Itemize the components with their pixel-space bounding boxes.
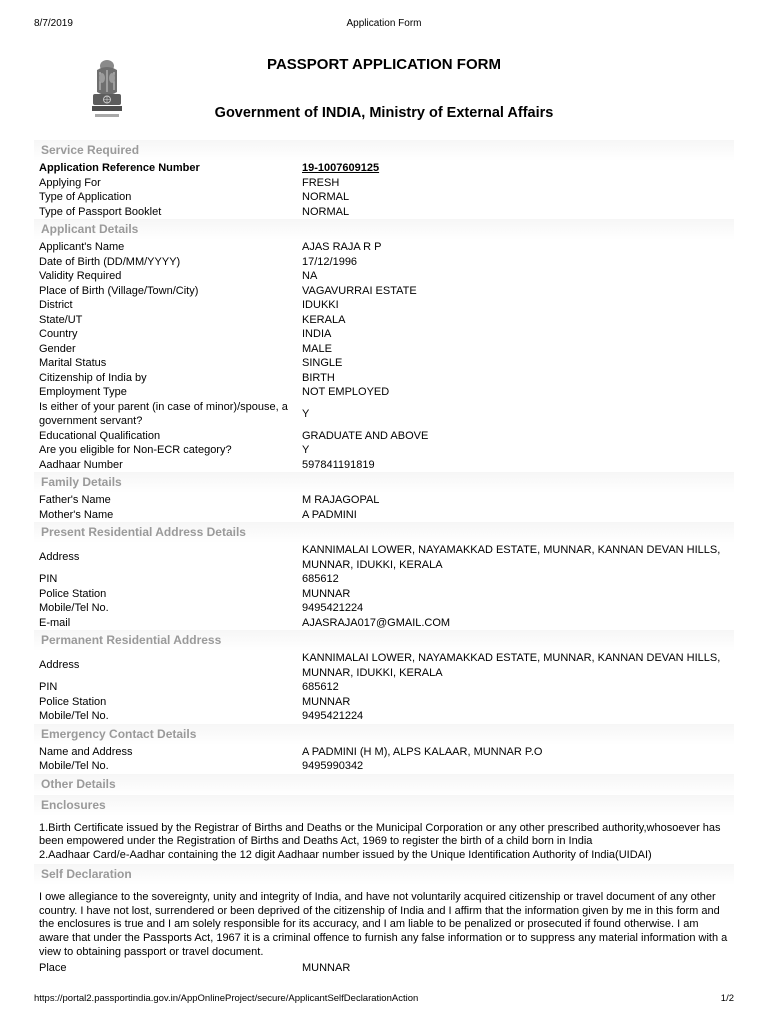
form-row (34, 176, 734, 191)
section-enclosures (34, 795, 734, 863)
form-row (34, 543, 734, 572)
section-header: Other Details (34, 774, 734, 795)
section-header: Present Residential Address Details (34, 522, 734, 543)
field-label: Are you eligible for Non-ECR category? (39, 444, 232, 456)
form-row (34, 458, 734, 473)
declaration-text-block (34, 891, 734, 959)
section-header: Applicant Details (34, 219, 734, 240)
form-row (34, 371, 734, 386)
declaration-text: I owe allegiance to the sovereignty, unity and integrity of India, and have not voluntarily acquired citizenship or travel document of any other country. I have not lost, surrendered or been deprived of the citizenship of India and I affirm that the information given by me in this form and the enclosures is true and I am solely responsible for its accuracy, and I am liable to be penalized or prosecuted if found otherwise. I am aware that under the Passports Act, 1967 it is a criminal offence to furnish any false information or to suppress any material information with a view to obtaining passport or travel document. (39, 891, 728, 958)
field-label: Application Reference Number (39, 162, 200, 174)
field-label: District (39, 299, 73, 311)
field-label: Country (39, 328, 78, 340)
form-row (34, 695, 734, 710)
field-value: 9495421224 (302, 602, 364, 614)
field-label: Address (39, 659, 80, 672)
form-title: PASSPORT APPLICATION FORM (267, 56, 501, 73)
field-value: 597841191819 (302, 458, 375, 471)
section-permanent-address (34, 630, 734, 724)
section-emergency-contact (34, 724, 734, 774)
field-label: Gender (39, 342, 76, 355)
form-row (34, 298, 734, 313)
field-value: 9495990342 (302, 760, 364, 772)
form-row (34, 313, 734, 328)
field-value: NOT EMPLOYED (302, 386, 390, 398)
section-self-declaration (34, 864, 734, 975)
form-row (34, 161, 734, 176)
field-value: FRESH (302, 176, 340, 189)
section-applicant-details (34, 219, 734, 472)
field-value: NA (302, 270, 318, 282)
field-value: Y (302, 407, 310, 420)
field-label: Place (39, 962, 67, 975)
form-row (34, 759, 734, 774)
field-value: A PADMINI (H M), ALPS KALAAR, MUNNAR P.O (302, 745, 543, 758)
section-header: Permanent Residential Address (34, 630, 734, 651)
form-row (34, 190, 734, 205)
field-label: Mobile/Tel No. (39, 602, 109, 614)
field-value: 685612 (302, 573, 339, 585)
page-url: https://portal2.passportindia.gov.in/AppOnlineProject/secure/ApplicantSelfDeclarationAction (34, 993, 419, 1004)
form-row (34, 587, 734, 602)
field-value: INDIA (302, 328, 332, 340)
section-header: Family Details (34, 472, 734, 493)
field-value: AJASRAJA017@GMAIL.COM (302, 616, 451, 629)
field-label: PIN (39, 681, 58, 693)
field-value: MUNNAR (302, 587, 351, 600)
field-value: 19-1007609125 (302, 162, 380, 174)
form-row (34, 327, 734, 342)
section-other-details (34, 774, 734, 795)
field-value: 17/12/1996 (302, 255, 358, 268)
form-row (34, 240, 734, 255)
print-title: Application Form (346, 18, 422, 29)
field-value: 9495421224 (302, 710, 364, 722)
form-row (34, 508, 734, 523)
section-family-details (34, 472, 734, 522)
form-row (34, 745, 734, 760)
field-label: Father's Name (39, 494, 111, 506)
enclosure-item: 1.Birth Certificate issued by the Registrar of Births and Deaths or the Municipal Corporation or any other prescribed authority,whosoever has been empowered under the Registration of Births and Deaths Act, 1969 to register the birth of a child born in India (39, 821, 721, 848)
field-label: Address (39, 551, 80, 564)
field-label: Employment Type (39, 386, 127, 398)
section-header: Enclosures (34, 795, 734, 816)
field-value: IDUKKI (302, 299, 339, 311)
field-value: KANNIMALAI LOWER, NAYAMAKKAD ESTATE, MUNNAR, KANNAN DEVAN HILLS, MUNNAR, IDUKKI, KERALA (302, 652, 721, 679)
enclosure-item: 2.Aadhaar Card/e-Aadhar containing the 12 digit Aadhaar number issued by the Unique Identification Authority of India(UIDAI) (39, 848, 652, 861)
field-label: Date of Birth (DD/MM/YYYY) (39, 255, 181, 268)
form-row (34, 255, 734, 270)
field-label: E-mail (39, 616, 71, 629)
field-value: Y (302, 444, 310, 456)
field-label: Mother's Name (39, 508, 114, 521)
section-header: Emergency Contact Details (34, 724, 734, 745)
field-label: Mobile/Tel No. (39, 710, 109, 722)
print-date: 8/7/2019 (34, 18, 73, 29)
field-label: Citizenship of India by (39, 371, 147, 384)
field-value: MUNNAR (302, 695, 351, 708)
field-value: KANNIMALAI LOWER, NAYAMAKKAD ESTATE, MUNNAR, KANNAN DEVAN HILLS, MUNNAR, IDUKKI, KERALA (302, 544, 721, 571)
section-header: Service Required (34, 140, 734, 161)
field-label: Validity Required (39, 270, 122, 282)
section-present-address (34, 522, 734, 630)
field-value: AJAS RAJA R P (302, 241, 382, 253)
form-row (34, 601, 734, 616)
print-header (34, 18, 734, 32)
form-row (34, 493, 734, 508)
form-row (34, 269, 734, 284)
form-row (34, 443, 734, 458)
form-row (34, 400, 734, 429)
field-label: Is either of your parent (in case of minor)/spouse, a government servant? (39, 400, 288, 427)
field-label: Police Station (39, 695, 107, 708)
field-label: State/UT (39, 313, 83, 326)
form-content (34, 140, 734, 976)
page-number: 1/2 (720, 993, 734, 1004)
field-label: Applying For (39, 176, 101, 189)
form-row (34, 680, 734, 695)
field-label: Police Station (39, 587, 107, 600)
form-row (34, 651, 734, 680)
field-value: GRADUATE AND ABOVE (302, 429, 429, 442)
form-row (34, 342, 734, 357)
form-row (34, 572, 734, 587)
section-header: Self Declaration (34, 864, 734, 885)
field-value: 685612 (302, 681, 339, 693)
form-row (34, 385, 734, 400)
field-label: Name and Address (39, 745, 133, 758)
field-label: PIN (39, 573, 58, 585)
field-value: SINGLE (302, 357, 343, 369)
field-label: Educational Qualification (39, 429, 161, 442)
field-value: NORMAL (302, 191, 350, 203)
form-row (34, 709, 734, 724)
form-row (34, 205, 734, 220)
field-value: MUNNAR (302, 962, 351, 975)
field-label: Mobile/Tel No. (39, 760, 109, 772)
form-subtitle: Government of INDIA, Ministry of External Affairs (214, 105, 554, 121)
form-row (34, 616, 734, 631)
field-value: MALE (302, 342, 332, 355)
field-value: BIRTH (302, 371, 335, 384)
print-footer (34, 993, 734, 1007)
enclosures-list (34, 822, 734, 863)
field-value: NORMAL (302, 205, 350, 218)
field-label: Place of Birth (Village/Town/City) (39, 284, 199, 297)
field-value: A PADMINI (302, 508, 357, 521)
field-label: Marital Status (39, 357, 107, 369)
form-row (34, 961, 734, 976)
field-label: Type of Application (39, 191, 132, 203)
form-row (34, 429, 734, 444)
field-value: KERALA (302, 313, 346, 326)
form-row (34, 284, 734, 299)
field-label: Applicant's Name (39, 241, 125, 253)
field-label: Type of Passport Booklet (39, 205, 162, 218)
form-row (34, 356, 734, 371)
field-value: VAGAVURRAI ESTATE (302, 284, 417, 297)
field-value: M RAJAGOPAL (302, 494, 380, 506)
section-service-required (34, 140, 734, 219)
field-label: Aadhaar Number (39, 458, 123, 471)
